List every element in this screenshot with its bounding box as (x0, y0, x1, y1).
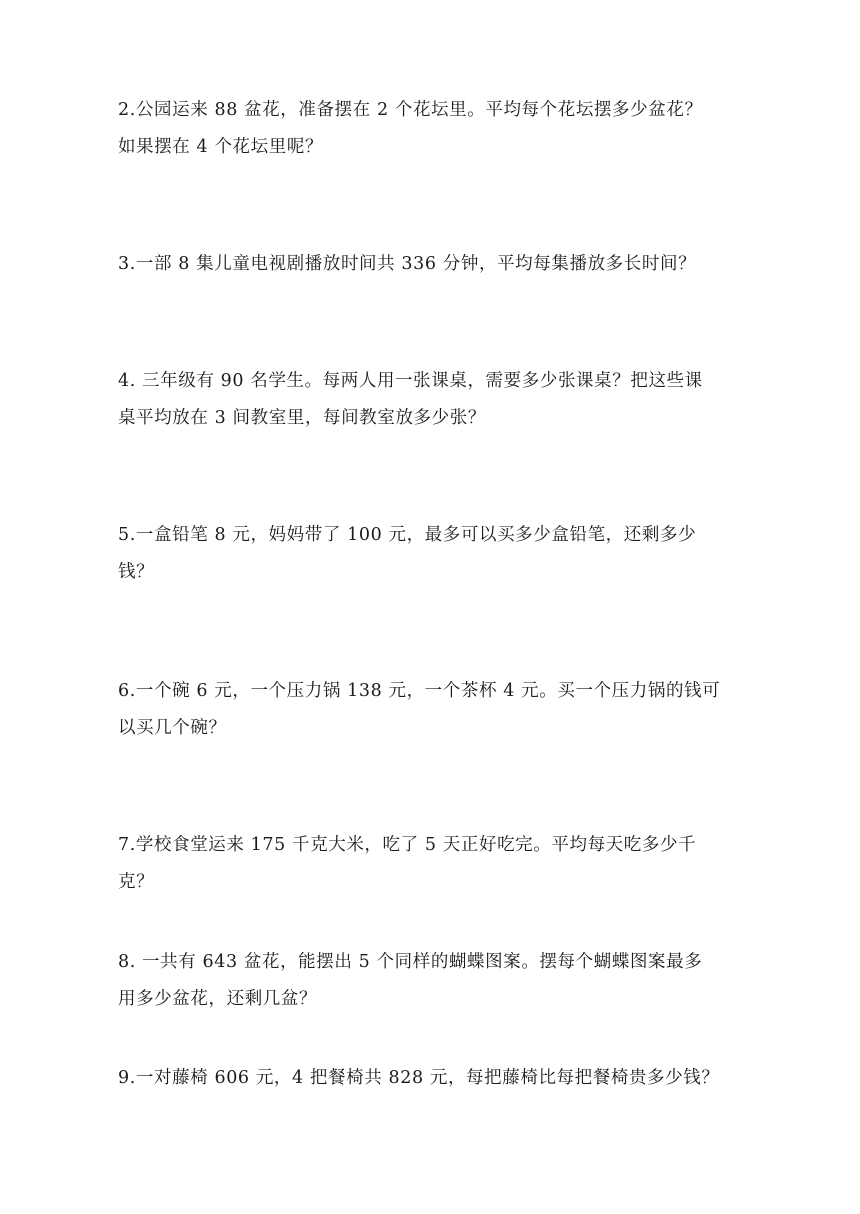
problem-line: 2.公园运来 88 盆花，准备摆在 2 个花坛里。平均每个花坛摆多少盆花？ (118, 100, 703, 120)
problem-3 (118, 246, 768, 283)
problem-line: 4. 三年级有 90 名学生。每两人用一张课桌，需要多少张课桌？把这些课 (118, 371, 703, 391)
problem-line: 用多少盆花，还剩几盆？ (118, 989, 318, 1009)
problem-line: 5.一盒铅笔 8 元，妈妈带了 100 元，最多可以买多少盒铅笔，还剩多少 (118, 525, 697, 545)
problem-line: 8. 一共有 643 盆花，能摆出 5 个同样的蝴蝶图案。摆每个蝴蝶图案最多 (118, 952, 703, 972)
problem-line: 9.一对藤椅 606 元，4 把餐椅共 828 元，每把藤椅比每把餐椅贵多少钱？ (118, 1068, 720, 1088)
problem-line: 7.学校食堂运来 175 千克大米，吃了 5 天正好吃完。平均每天吃多少千 (118, 835, 697, 855)
problem-line: 以买几个碗？ (118, 718, 227, 738)
problem-line: 3.一部 8 集儿童电视剧播放时间共 336 分钟，平均每集播放多长时间？ (118, 254, 697, 274)
problem-2 (118, 92, 768, 166)
problem-9 (118, 1060, 768, 1097)
problem-7 (118, 827, 768, 901)
problem-line: 桌平均放在 3 间教室里，每间教室放多少张？ (118, 408, 486, 428)
problem-5 (118, 517, 768, 591)
problem-4 (118, 363, 768, 437)
problem-8 (118, 944, 768, 1018)
problem-line: 克？ (118, 872, 155, 892)
problem-6 (118, 673, 768, 747)
problem-line: 如果摆在 4 个花坛里呢？ (118, 137, 324, 157)
problem-line: 6.一个碗 6 元，一个压力锅 138 元，一个茶杯 4 元。买一个压力锅的钱可 (118, 681, 721, 701)
problem-line: 钱？ (118, 562, 155, 582)
